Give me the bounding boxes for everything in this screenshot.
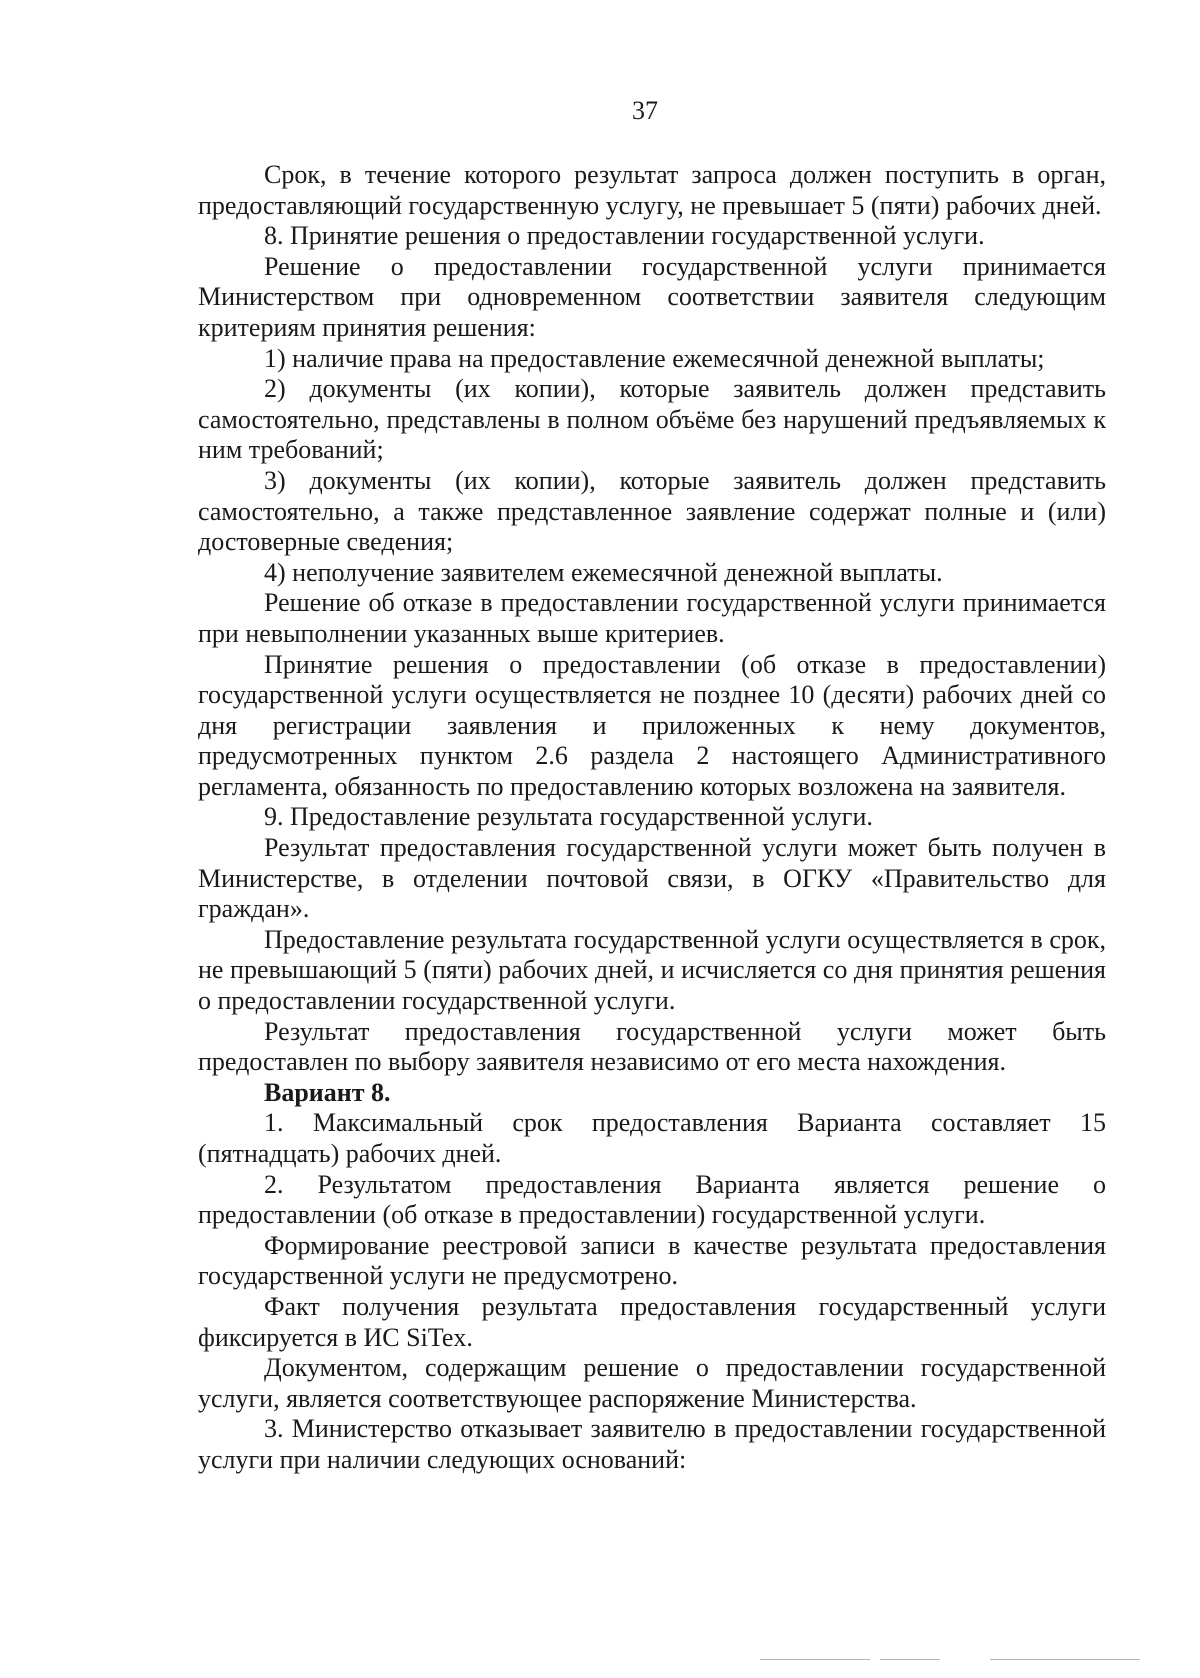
- paragraph-registry-record: Формирование реестровой записи в качестве результата предоставления государственной услуги не предусмотрено.: [198, 1230, 1106, 1291]
- document-body: [198, 160, 1106, 1476]
- variant-item-2: 2. Результатом предоставления Варианта является решение о предоставлении (об отказе в предоставлении) государственной услуги.: [198, 1169, 1106, 1230]
- section-heading-8: 8. Принятие решения о предоставлении государственной услуги.: [264, 221, 985, 251]
- criterion-4: 4) неполучение заявителем ежемесячной денежной выплаты.: [264, 557, 943, 587]
- variant-heading: Вариант 8.: [264, 1077, 391, 1107]
- paragraph-result-deadline: Предоставление результата государственной услуги осуществляется в срок, не превышающий 5 (пяти) рабочих дней, и исчисляется со дня принятия решения о предоставлении государственной услуги.: [198, 924, 1106, 1016]
- criterion-1: 1) наличие права на предоставление ежемесячной денежной выплаты;: [264, 343, 1045, 373]
- section-heading-9: 9. Предоставление результата государственной услуги.: [264, 802, 873, 832]
- paragraph-result-location: Результат предоставления государственной услуги может быть предоставлен по выбору заявителя независимо от его места нахождения.: [198, 1016, 1106, 1077]
- scan-artifact-line: [990, 1659, 1140, 1660]
- scan-artifact-line: [760, 1659, 870, 1660]
- paragraph-decision-deadline: Принятие решения о предоставлении (об отказе в предоставлении) государственной услуги осуществляется не позднее 10 (десяти) рабочих дней со дня регистрации заявления и приложенных к нему документов, предусмотренных пунктом 2.6 раздела 2 настоящего Административного регламента, обязанность по предоставлению которых возложена на заявителя.: [198, 649, 1106, 801]
- variant-item-3: 3. Министерство отказывает заявителю в предоставлении государственной услуги при наличии следующих оснований:: [198, 1414, 1106, 1474]
- criterion-3: 3) документы (их копии), которые заявитель должен представить самостоятельно, а также представленное заявление содержат полные и (или) достоверные сведения;: [198, 465, 1106, 557]
- variant-item-1: 1. Максимальный срок предоставления Варианта составляет 15 (пятнадцать) рабочих дней.: [198, 1108, 1106, 1168]
- scan-artifact-line: [880, 1659, 940, 1660]
- paragraph-refusal-decision: Решение об отказе в предоставлении государственной услуги принимается при невыполнении указанных выше критериев.: [198, 588, 1106, 648]
- paragraph-decision-document: Документом, содержащим решение о предоставлении государственной услуги, является соответствующее распоряжение Министерства.: [198, 1353, 1106, 1413]
- paragraph-result-channels: Результат предоставления государственной услуги может быть получен в Министерстве, в отделении почтовой связи, в ОГКУ «Правительство для граждан».: [198, 833, 1106, 924]
- criterion-2: 2) документы (их копии), которые заявитель должен представить самостоятельно, представлены в полном объёме без нарушений предъявляемых к ним требований;: [198, 374, 1106, 465]
- paragraph-result-fixation: Факт получения результата предоставления государственный услуги фиксируется в ИС SiTex.: [198, 1291, 1106, 1352]
- paragraph-decision-criteria: Решение о предоставлении государственной услуги принимается Министерством при одновременном соответствии заявителя следующим критериям принятия решения:: [198, 251, 1106, 342]
- paragraph-request-deadline: Срок, в течение которого результат запроса должен поступить в орган, предоставляющий государственную услугу, не превышает 5 (пяти) рабочих дней.: [198, 160, 1106, 220]
- page-number: 37: [632, 96, 658, 125]
